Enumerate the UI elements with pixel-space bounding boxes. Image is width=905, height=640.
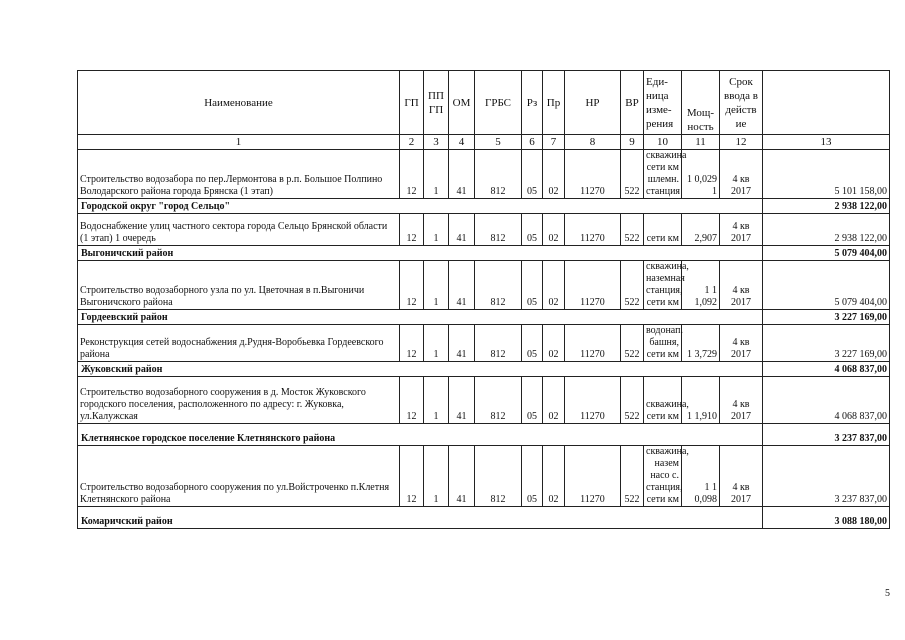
row-power: 1 0,029 1 [682, 150, 720, 199]
row-grbs: 812 [475, 377, 522, 424]
row-amount: 4 068 837,00 [763, 377, 890, 424]
row-term: 4 кв 2017 [720, 446, 763, 507]
row-rz: 05 [522, 214, 543, 246]
row-name: Водоснабжение улиц частного сектора города Сельцо Брянской области (1 этап) 1 очередь [78, 214, 400, 246]
row-gp: 12 [400, 214, 424, 246]
row-ppgp: 1 [424, 325, 449, 362]
row-nr: 11270 [565, 150, 621, 199]
row-vr: 522 [621, 214, 644, 246]
group-row [78, 424, 890, 446]
table-row [78, 150, 890, 199]
header-gp: ГП [400, 71, 424, 135]
col-number: 10 [644, 135, 682, 150]
header-row [78, 71, 890, 135]
row-power: 2,907 [682, 214, 720, 246]
row-rz: 05 [522, 150, 543, 199]
col-number: 8 [565, 135, 621, 150]
group-name: Комаричский район [78, 507, 763, 529]
header-pr: Пр [543, 71, 565, 135]
column-number-row [78, 135, 890, 150]
row-unit: скважина сети км шлемн. станция [644, 150, 682, 199]
row-rz: 05 [522, 325, 543, 362]
row-name: Строительство водозаборного сооружения по ул.Войстроченко п.Клетня Клетнянского района [78, 446, 400, 507]
row-power: 1 1,910 [682, 377, 720, 424]
col-number: 12 [720, 135, 763, 150]
row-nr: 11270 [565, 214, 621, 246]
row-power: 1 1 0,098 [682, 446, 720, 507]
group-name: Гордеевский район [78, 310, 763, 325]
row-vr: 522 [621, 261, 644, 310]
row-rz: 05 [522, 377, 543, 424]
group-name: Городской округ "город Сельцо" [78, 199, 763, 214]
row-name: Реконструкция сетей водоснабжения д.Рудня-Воробьевка Гордеевского района [78, 325, 400, 362]
row-pr: 02 [543, 214, 565, 246]
col-number: 7 [543, 135, 565, 150]
row-term: 4 кв 2017 [720, 150, 763, 199]
row-om: 41 [449, 325, 475, 362]
table-row [78, 261, 890, 310]
group-name: Выгоничский район [78, 246, 763, 261]
row-om: 41 [449, 214, 475, 246]
group-name: Жуковский район [78, 362, 763, 377]
row-pr: 02 [543, 261, 565, 310]
row-pr: 02 [543, 446, 565, 507]
group-amount: 3 088 180,00 [763, 507, 890, 529]
col-number: 4 [449, 135, 475, 150]
col-number: 3 [424, 135, 449, 150]
row-vr: 522 [621, 325, 644, 362]
row-rz: 05 [522, 446, 543, 507]
table-row [78, 325, 890, 362]
group-amount: 3 227 169,00 [763, 310, 890, 325]
group-name: Клетнянское городское поселение Клетнянского района [78, 424, 763, 446]
row-grbs: 812 [475, 446, 522, 507]
row-power: 1 1 1,092 [682, 261, 720, 310]
header-ppgp: ПП ГП [424, 71, 449, 135]
header-nr: НР [565, 71, 621, 135]
col-number: 1 [78, 135, 400, 150]
page-number: 5 [885, 588, 890, 599]
row-om: 41 [449, 150, 475, 199]
header-power: Мощ- ность [682, 71, 720, 135]
col-number: 13 [763, 135, 890, 150]
header-vr: ВР [621, 71, 644, 135]
header-term: Срок ввода в действ ие [720, 71, 763, 135]
row-nr: 11270 [565, 261, 621, 310]
group-row [78, 362, 890, 377]
row-ppgp: 1 [424, 261, 449, 310]
row-nr: 11270 [565, 377, 621, 424]
row-vr: 522 [621, 377, 644, 424]
row-unit: сети км [644, 214, 682, 246]
row-pr: 02 [543, 325, 565, 362]
group-amount: 3 237 837,00 [763, 424, 890, 446]
row-nr: 11270 [565, 325, 621, 362]
col-number: 6 [522, 135, 543, 150]
row-pr: 02 [543, 377, 565, 424]
row-term: 4 кв 2017 [720, 214, 763, 246]
row-unit: скважина, наземная станция, сети км [644, 261, 682, 310]
row-term: 4 кв 2017 [720, 261, 763, 310]
table-row [78, 446, 890, 507]
row-vr: 522 [621, 150, 644, 199]
row-amount: 3 227 169,00 [763, 325, 890, 362]
row-vr: 522 [621, 446, 644, 507]
header-name: Наименование [78, 71, 400, 135]
group-row [78, 246, 890, 261]
header-unit: Еди- ница изме- рения [644, 71, 682, 135]
row-pr: 02 [543, 150, 565, 199]
row-gp: 12 [400, 446, 424, 507]
group-amount: 4 068 837,00 [763, 362, 890, 377]
row-gp: 12 [400, 377, 424, 424]
budget-table [77, 70, 890, 529]
row-amount: 2 938 122,00 [763, 214, 890, 246]
row-grbs: 812 [475, 150, 522, 199]
row-om: 41 [449, 261, 475, 310]
row-name: Строительство водозабора по пер.Лермонтова в р.п. Большое Полпино Володарского района города Брянска (1 этап) [78, 150, 400, 199]
row-gp: 12 [400, 325, 424, 362]
row-ppgp: 1 [424, 214, 449, 246]
header-grbs: ГРБС [475, 71, 522, 135]
group-amount: 5 079 404,00 [763, 246, 890, 261]
group-row [78, 310, 890, 325]
col-number: 5 [475, 135, 522, 150]
row-grbs: 812 [475, 261, 522, 310]
table-row [78, 377, 890, 424]
row-om: 41 [449, 377, 475, 424]
group-row [78, 507, 890, 529]
row-ppgp: 1 [424, 446, 449, 507]
row-gp: 12 [400, 150, 424, 199]
row-amount: 5 101 158,00 [763, 150, 890, 199]
row-om: 41 [449, 446, 475, 507]
table-row [78, 214, 890, 246]
row-amount: 5 079 404,00 [763, 261, 890, 310]
row-term: 4 кв 2017 [720, 325, 763, 362]
group-row [78, 199, 890, 214]
row-name: Строительство водозаборного узла по ул. Цветочная в п.Выгоничи Выгоничского района [78, 261, 400, 310]
row-amount: 3 237 837,00 [763, 446, 890, 507]
row-unit: скважина, назем насо с. станция, сети км [644, 446, 682, 507]
row-nr: 11270 [565, 446, 621, 507]
row-rz: 05 [522, 261, 543, 310]
row-grbs: 812 [475, 325, 522, 362]
header-amount [763, 71, 890, 135]
row-ppgp: 1 [424, 377, 449, 424]
group-amount: 2 938 122,00 [763, 199, 890, 214]
header-om: ОМ [449, 71, 475, 135]
col-number: 11 [682, 135, 720, 150]
col-number: 2 [400, 135, 424, 150]
col-number: 9 [621, 135, 644, 150]
row-ppgp: 1 [424, 150, 449, 199]
header-rz: Рз [522, 71, 543, 135]
row-power: 1 3,729 [682, 325, 720, 362]
row-name: Строительство водозаборного сооружения в д. Мосток Жуковского городского поселения, расположенного по адресу: г. Жуковка, ул.Калужская [78, 377, 400, 424]
row-unit: водонап. башня, сети км [644, 325, 682, 362]
row-grbs: 812 [475, 214, 522, 246]
row-term: 4 кв 2017 [720, 377, 763, 424]
row-unit: скважина, сети км [644, 377, 682, 424]
row-gp: 12 [400, 261, 424, 310]
